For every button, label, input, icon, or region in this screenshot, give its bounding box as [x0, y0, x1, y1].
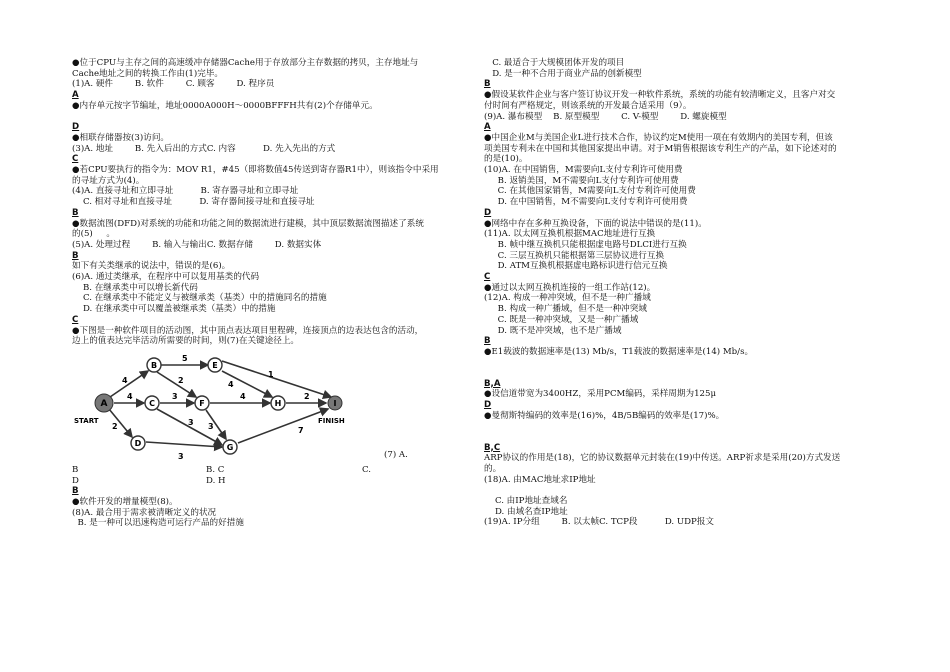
q12-answer: B — [484, 336, 491, 347]
q18-stem-line-2: 的。 — [484, 463, 502, 474]
q11-option-c: C. 三层互换机只能根据第三层协议进行互换 — [484, 250, 665, 261]
q9-stem-line-2: 付时间有严格规定，则该系统的开发最合适采用（9）。 — [484, 100, 692, 111]
q4-answer: B — [72, 207, 79, 218]
q7-option-d-label: D — [72, 475, 79, 486]
q3-options: (3)A. 地址 B. 先入后出的方式C. 内容 D. 先入先出的方式 — [72, 143, 336, 154]
q8-option-d: D. 是一种不合用于商业产品的创新模型 — [484, 68, 642, 79]
q13-stem: ●E1载波的数据速率是(13) Mb/s，T1载波的数据速率是(14) Mb/s。 — [484, 346, 754, 357]
node-e — [208, 358, 222, 372]
q5-answer: B — [72, 250, 79, 261]
q10-option-c: C. 在其他国家销售，M需要向L支付专利许可使用费 — [484, 186, 696, 197]
q8-stem: ●软件开发的增量模型(8)。 — [72, 497, 178, 508]
q1-stem-line-1: ●位于CPU与主存之间的高速缓冲存储器Cache用于存放部分主存数据的拷贝，主存地址与 — [72, 58, 419, 68]
q16-answer: B,C — [484, 442, 501, 453]
q7-options-row-2 — [72, 476, 468, 487]
q12-stem: ●通过以太网互换机连接的一组工作站(12)。 — [484, 282, 656, 293]
q6-option-b: B. 在继承类中可以增长新代码 — [72, 282, 198, 293]
q4-stem-line-2: 的寻址方式为(4)。 — [72, 175, 145, 186]
q7-stem-line-1: ●下图是一种软件项目的活动图，其中顶点表达项目里程碑，连接顶点的边表达包含的活动， — [72, 325, 424, 336]
q1-answer: A — [72, 90, 79, 101]
finish-label: FINISH — [318, 416, 345, 425]
weight-a-d: 2 — [112, 421, 118, 431]
q16-stem: ●曼彻斯特编码的效率是(16)%，4B/5B编码的效率是(17)%。 — [484, 410, 725, 421]
q2-answer: D — [72, 122, 80, 133]
svg-text:E: E — [212, 360, 218, 370]
node-i — [328, 396, 342, 410]
q12-option-b: B. 构成一种广播域，但不是一种冲突域 — [484, 304, 647, 315]
q15-answer: D — [484, 400, 492, 411]
q12-option-a: (12)A. 构成一种冲突域，但不是一种广播域 — [484, 293, 651, 304]
q19-options: (19)A. IP分组 B. 以太帧C. TCP段 D. UDP报文 — [484, 517, 714, 528]
q6-option-a: (6)A. 通过类继承，在程序中可以复用基类的代码 — [72, 272, 260, 283]
q10-answer: D — [484, 207, 492, 218]
q9-options: (9)A. 瀑布模型 B. 原型模型 C. V-模型 D. 螺旋模型 — [484, 111, 727, 122]
weight-c-f: 3 — [172, 391, 178, 401]
svg-text:F: F — [199, 398, 205, 408]
weight-d-g: 3 — [178, 451, 184, 461]
svg-text:D: D — [134, 438, 142, 448]
q10-option-a: (10)A. 在中国销售，M需要向L支付专利许可使用费 — [484, 165, 683, 176]
q6-stem: 如下有关类继承的说法中，错误的是(6)。 — [72, 261, 231, 272]
weight-c-g: 3 — [188, 417, 194, 427]
q11-option-b: B. 帧中继互换机只能根据虚电路号DLCI进行互换 — [484, 239, 687, 250]
q5-options: (5)A. 处理过程 B. 输入与输出C. 数据存储 D. 数据实体 — [72, 239, 322, 250]
node-h — [271, 396, 285, 410]
weight-f-g: 3 — [208, 421, 214, 431]
q8-option-c: C. 最适合于大规模团体开发的项目 — [484, 58, 625, 68]
q12-option-d: D. 既不是冲突域，也不是广播域 — [484, 325, 622, 336]
weight-b-f: 2 — [178, 375, 184, 385]
q8-option-b: B. 是一种可以迅速构造可运行产品的好措施 — [72, 518, 244, 529]
svg-text:A: A — [100, 398, 108, 409]
node-f — [195, 396, 209, 410]
node-a — [95, 394, 113, 412]
q3-answer: C — [72, 154, 79, 165]
q6-option-d: D. 在继承类中可以覆盖被继承类（基类）中的措施 — [72, 304, 276, 315]
activity-diagram-svg — [72, 347, 372, 465]
q10-option-b: B. 返销美国，M不需要向L支付专利许可使用费 — [484, 175, 679, 186]
q18-option-c: C. 由IP地址查域名 — [484, 496, 568, 506]
q1-options: (1)A. 硬件 B. 软件 C. 顾客 D. 程序员 — [72, 79, 275, 90]
q4-stem-line-1: ●若CPU要执行的指令为：MOV R1，#45（即将数值45传送到寄存器R1中），则该指令中采用 — [72, 165, 439, 176]
q11-option-a: (11)A. 以太网互换机根据MAC地址进行互换 — [484, 229, 656, 240]
q8-answer: B — [484, 79, 491, 90]
q18-option-a: (18)A. 由MAC地址求IP地址 — [484, 474, 596, 485]
q18-option-d: D. 由域名查IP地址 — [484, 506, 568, 517]
q7-option-dh: D. H — [206, 475, 226, 486]
q7-option-bc: B. C — [206, 464, 225, 475]
q2-stem: ●内存单元按字节编址，地址0000A000H～0000BFFFH共有(2)个存储单元。 — [72, 100, 378, 111]
q18-stem-line-1: ARP协议的作用是(18)，它的协议数据单元封装在(19)中传送。ARP祈求是采用(20)方式发送 — [484, 453, 841, 464]
q10-stem-line-1: ●中国企业M与美国企业L进行技术合作，协议约定M使用一项在有效期内的美国专利，但该 — [484, 132, 833, 143]
q10-option-d: D. 在中国销售，M不需要向L支付专利许可使用费 — [484, 197, 688, 208]
q6-option-c: C. 在继承类中不能定义与被继承类（基类）中的措施同名的措施 — [72, 293, 327, 304]
q15-stem: ●设信道带宽为3400HZ，采用PCM编码，采样周期为125μ — [484, 389, 717, 400]
left-column — [72, 58, 468, 529]
start-label: START — [74, 416, 99, 425]
q7-option-a: (7) A. — [384, 449, 408, 460]
weight-e-h: 4 — [228, 379, 234, 389]
q12-option-c: C. 既是一种冲突域，又是一种广播域 — [484, 314, 639, 325]
q7-stem-line-2: 边上的值表达完毕活动所需要的时间，则(7)在关键途径上。 — [72, 336, 300, 347]
edge-g-i — [238, 409, 328, 443]
right-column — [484, 58, 884, 528]
q11-option-d: D. ATM互换机根据虚电路标识进行信元互换 — [484, 261, 668, 272]
activity-diagram — [72, 347, 468, 465]
weight-h-i: 2 — [304, 391, 310, 401]
q7-option-b-label: B — [72, 464, 79, 475]
node-b — [147, 358, 161, 372]
q8-option-a: (8)A. 最合用于需求被清晰定义的状况 — [72, 507, 217, 518]
weight-e-i: 1 — [268, 369, 274, 379]
edge-d-g — [146, 442, 222, 447]
q9-stem-line-1: ●假设某软件企业与客户签订协议开发一种软件系统，系统的功能有较清晰定义，且客户对交 — [484, 90, 836, 101]
q7-options-row-1 — [72, 465, 468, 476]
weight-f-h: 4 — [240, 391, 246, 401]
weight-a-c: 4 — [127, 391, 133, 401]
weight-g-i: 7 — [298, 425, 304, 435]
q11-stem: ●网络中存在多种互换设备，下面的说法中错误的是(11)。 — [484, 218, 707, 229]
q7-option-c: C. — [362, 464, 372, 475]
weight-b-e: 5 — [182, 353, 188, 363]
weight-a-b: 4 — [122, 375, 128, 385]
q4-options-line-2: C. 相对寻址和直接寻址 D. 寄存器间接寻址和直接寻址 — [72, 197, 315, 208]
svg-text:G: G — [226, 442, 234, 452]
q6-answer: C — [72, 314, 79, 325]
q11-answer: C — [484, 272, 491, 283]
q5-stem-line-2: 的(5) 。 — [72, 229, 116, 240]
q13-answer: B,A — [484, 378, 501, 389]
node-d — [131, 436, 145, 450]
q1-stem-line-2: Cache地址之间的转换工作由(1)完毕。 — [72, 68, 224, 79]
q3-stem: ●相联存储器按(3)访问。 — [72, 132, 170, 143]
svg-text:H: H — [274, 398, 282, 408]
q7-answer: B — [72, 486, 79, 497]
q10-stem-line-3: 的是(10)。 — [484, 154, 528, 165]
node-c — [145, 396, 159, 410]
q5-stem-line-1: ●数据流图(DFD)对系统的功能和功能之间的数据流进行建模，其中顶层数据流图描述了系统 — [72, 218, 424, 229]
svg-text:I: I — [333, 398, 337, 408]
q4-options-line-1: (4)A. 直接寻址和立即寻址 B. 寄存器寻址和立即寻址 — [72, 186, 299, 197]
node-g — [223, 440, 237, 454]
q10-stem-line-2: 项美国专利未在中国和其他国家提出申请。对于M销售根据该专利生产的产品，如下论述对的 — [484, 143, 837, 154]
svg-text:B: B — [150, 360, 158, 370]
q9-answer: A — [484, 122, 491, 133]
svg-text:C: C — [149, 398, 155, 408]
